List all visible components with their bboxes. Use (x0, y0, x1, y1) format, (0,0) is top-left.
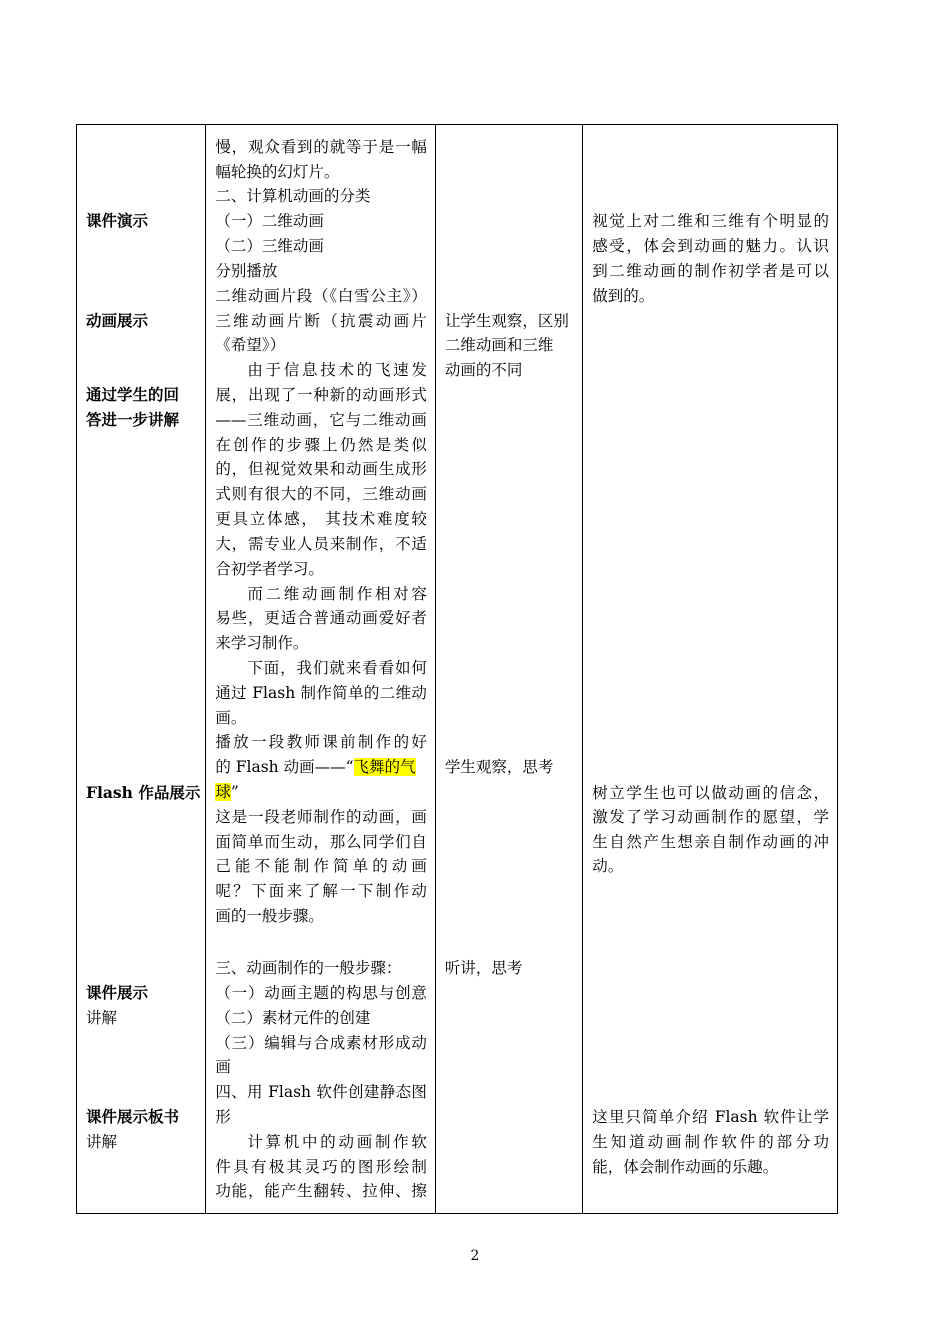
activity-sublabel: 讲解 (86, 1133, 118, 1151)
content-line: 播放一段教师课前制作的好 (215, 733, 427, 751)
content-line: ——三维动画，它与二维动画 (215, 411, 427, 429)
intent-line: 生自然产生想亲自制作动画的冲 (592, 833, 829, 851)
intent-line: 感受，体会到动画的魅力。认识 (592, 237, 829, 255)
activity-label: 动画展示 (86, 311, 149, 330)
intent-line: 做到的。 (592, 287, 655, 305)
content-line: 功能，能产生翻转、拉伸、擦 (215, 1182, 427, 1200)
content-text: 的 Flash 动画——“ (215, 758, 354, 776)
activity-sublabel: 讲解 (86, 1009, 118, 1027)
page-number: 2 (470, 1248, 480, 1264)
content-line: （二）三维动画 (215, 237, 324, 255)
content-line: （一）动画主题的构思与创意 (215, 984, 427, 1002)
student-activity-line: 二维动画和三维 (444, 336, 554, 354)
content-line: 大，需专业人员来制作，不适 (215, 535, 427, 553)
student-activity-column (435, 125, 582, 1214)
highlighted-title: 飞舞的气 (353, 758, 416, 776)
student-activity-line: 学生观察，思考 (444, 758, 554, 776)
content-line: 计算机中的动画制作软 (247, 1133, 427, 1151)
content-line: 《希望》） (215, 336, 286, 354)
content-line: 画 (215, 1058, 231, 1076)
content-line: 二维动画片段（《白雪公主》） (215, 287, 427, 305)
content-text: ” (230, 783, 239, 801)
student-activity-line: 让学生观察，区别 (444, 312, 569, 330)
content-line: 通过 Flash 制作简单的二维动 (215, 684, 427, 702)
lesson-plan-table (76, 124, 838, 1214)
intent-line: 动。 (592, 857, 624, 875)
intent-line: 到二维动画的制作初学者是可以 (592, 262, 829, 280)
intent-line: 生知道动画制作软件的部分功 (592, 1133, 829, 1151)
content-line: （三）编辑与合成素材形成动 (215, 1034, 427, 1052)
activity-label: 课件展示板书 (86, 1107, 180, 1126)
activity-label: Flash 作品展示 (86, 783, 201, 802)
content-line: 己能不能制作简单的动画 (215, 857, 427, 875)
content-line: 这是一段老师制作的动画，画 (215, 808, 427, 826)
content-line: 合初学者学习。 (215, 560, 324, 578)
intent-line: 这里只简单介绍 Flash 软件让学 (592, 1108, 829, 1126)
content-line: 在创作的步骤上仍然是类似 (215, 436, 427, 454)
content-line: 的，但视觉效果和动画生成形 (215, 460, 427, 478)
content-line: 幅轮换的幻灯片。 (215, 163, 340, 181)
content-line (215, 780, 427, 804)
activity-column (77, 125, 206, 1214)
content-line: 来学习制作。 (215, 634, 309, 652)
content-line: 展，出现了一种新的动画形式 (215, 386, 427, 404)
content-line: 慢，观众看到的就等于是一幅 (215, 138, 427, 156)
content-line: 形 (215, 1108, 231, 1126)
intent-line: 视觉上对二维和三维有个明显的 (592, 212, 829, 230)
activity-label: 通过学生的回 (86, 385, 180, 404)
content-line: （二）素材元件的创建 (215, 1009, 371, 1027)
content-line: 下面，我们就来看看如何 (247, 659, 427, 677)
content-line: 面简单而生动，那么同学们自 (215, 833, 427, 851)
content-line: 三维动画片断（抗震动画片 (215, 312, 427, 330)
table-row (77, 125, 838, 1214)
content-line: 画的一般步骤。 (215, 907, 324, 925)
content-line: 式则有很大的不同，三维动画 (215, 485, 427, 503)
student-activity-line: 动画的不同 (444, 361, 523, 379)
content-line: 易些，更适合普通动画爱好者 (215, 609, 427, 627)
content-line: 呢？下面来了解一下制作动 (215, 882, 427, 900)
content-line: 画。 (215, 709, 247, 727)
activity-label: 课件展示 (86, 983, 149, 1002)
intent-line: 能，体会制作动画的乐趣。 (592, 1158, 779, 1176)
content-line: （一）二维动画 (215, 212, 324, 230)
content-line (215, 755, 427, 779)
content-line: 更具立体感， 其技术难度较 (215, 510, 427, 528)
content-line: 四、用 Flash 软件创建静态图 (215, 1083, 427, 1101)
design-intent-column (583, 125, 838, 1214)
activity-label: 答进一步讲解 (86, 410, 180, 429)
content-column (206, 125, 436, 1214)
content-line: 由于信息技术的飞速发 (247, 361, 427, 379)
intent-line: 树立学生也可以做动画的信念， (592, 784, 829, 802)
student-activity-line: 听讲，思考 (444, 959, 523, 977)
content-line: 分别播放 (215, 262, 278, 280)
activity-label: 课件演示 (86, 211, 149, 230)
intent-line: 激发了学习动画制作的愿望，学 (592, 808, 829, 826)
content-line: 件具有极其灵巧的图形绘制 (215, 1158, 427, 1176)
content-line: 二、计算机动画的分类 (215, 187, 371, 205)
highlighted-title: 球 (215, 783, 231, 801)
content-line: 而二维动画制作相对容 (247, 585, 427, 603)
content-line: 三、动画制作的一般步骤： (215, 959, 402, 977)
